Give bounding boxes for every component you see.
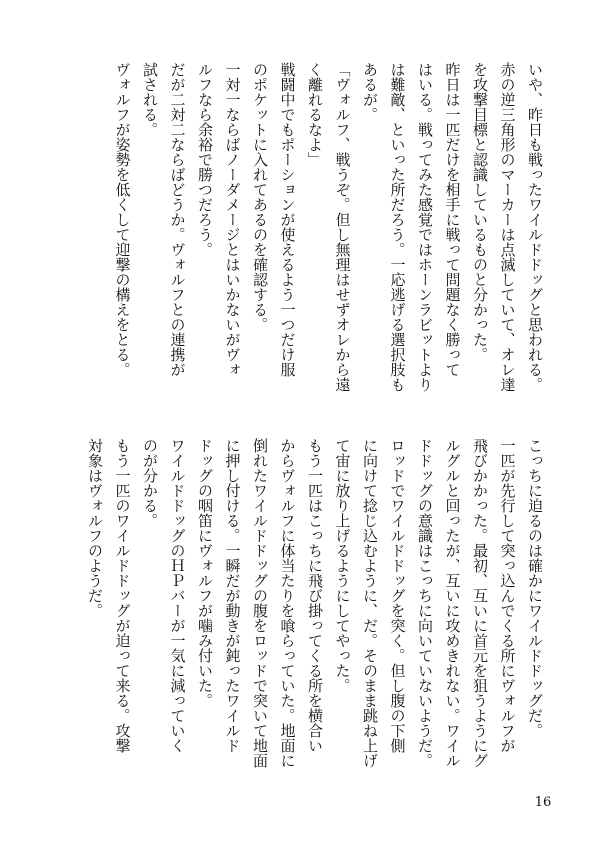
text-line: 昨日は一匹だけを相手に戦って問題なく勝って (443, 62, 462, 377)
text-line: 飛びかかった。最初、互いに首元を狙うようにグ (471, 438, 489, 768)
text-line: 「ヴォルフ、戦うぞ。但し無理はせずオレから遠 (333, 62, 352, 392)
text-line: のポケットに入れてあるのを確認する。 (251, 62, 269, 332)
text-line: く離れるなよ」 (306, 62, 324, 167)
text-line: ロッドでワイルドドッグを突く。但し腹の下側 (388, 438, 407, 753)
text-line: 戦闘中でもポーションが使えるよう一つだけ服 (278, 62, 297, 377)
text-line: こっちに迫るのは確かにワイルドドッグだ。 (526, 438, 544, 738)
upper-text-block (86, 62, 548, 400)
text-line: 倒れたワイルドドッグの腹をロッドで突いて地面 (251, 438, 269, 768)
text-line: からヴォルフに体当たりを喰らっていた。地面に (278, 438, 297, 768)
text-line: のが分かる。 (141, 438, 159, 528)
text-line: は難敵、といった所だろう。一応逃げる選択肢も (388, 62, 407, 392)
lower-text-block (86, 438, 548, 790)
text-line: を攻撃目標と認識しているものと分かった。 (471, 62, 489, 362)
text-line: もう一匹のワイルドドッグが迫って来る。攻撃 (113, 438, 132, 753)
text-line: 対象はヴォルフのようだ。 (86, 438, 104, 618)
text-line: て宙に放り上げるようにしてやった。 (333, 438, 352, 693)
text-line: 一対一ならばノーダメージとはいかないがヴォ (223, 62, 242, 377)
text-line: に向けて捻じ込むように、だ。そのまま跳ね上げ (361, 438, 379, 768)
text-line: ルグルと回ったが、互いに攻めきれない。ワイル (443, 438, 462, 768)
text-line: に押し付ける。一瞬だが動きが鈍ったワイルド (223, 438, 242, 753)
text-line: ドッグの咽笛にヴォルフが噛み付いた。 (196, 438, 214, 708)
text-line: ドドッグの意識はこっちに向いていないようだ。 (416, 438, 434, 768)
text-line: 赤の逆三角形のマーカーは点滅していて、オレ達 (498, 62, 517, 392)
page-number: 16 (534, 795, 552, 810)
text-line: ルフなら余裕で勝つだろう。 (196, 62, 214, 257)
text-line: いや、昨日も戦ったワイルドドッグと思われる。 (526, 62, 544, 392)
text-line: はいる。戦ってみた感覚ではホーンラビットより (416, 62, 434, 392)
text-line: ヴォルフが姿勢を低くして迎撃の構えをとる。 (113, 62, 132, 377)
text-line: あるが。 (361, 62, 379, 122)
text-line: だが二対二ならばどうか。ヴォルフとの連携が (168, 62, 187, 377)
text-line: もう一匹はこっちに飛び掛ってくる所を横合い (306, 438, 324, 753)
text-line: ワイルドドッグのＨＰバーが一気に減っていく (168, 438, 187, 753)
text-line: 試される。 (141, 62, 159, 137)
text-line: 一匹が先行して突っ込んでくる所にヴォルフが (498, 438, 517, 753)
